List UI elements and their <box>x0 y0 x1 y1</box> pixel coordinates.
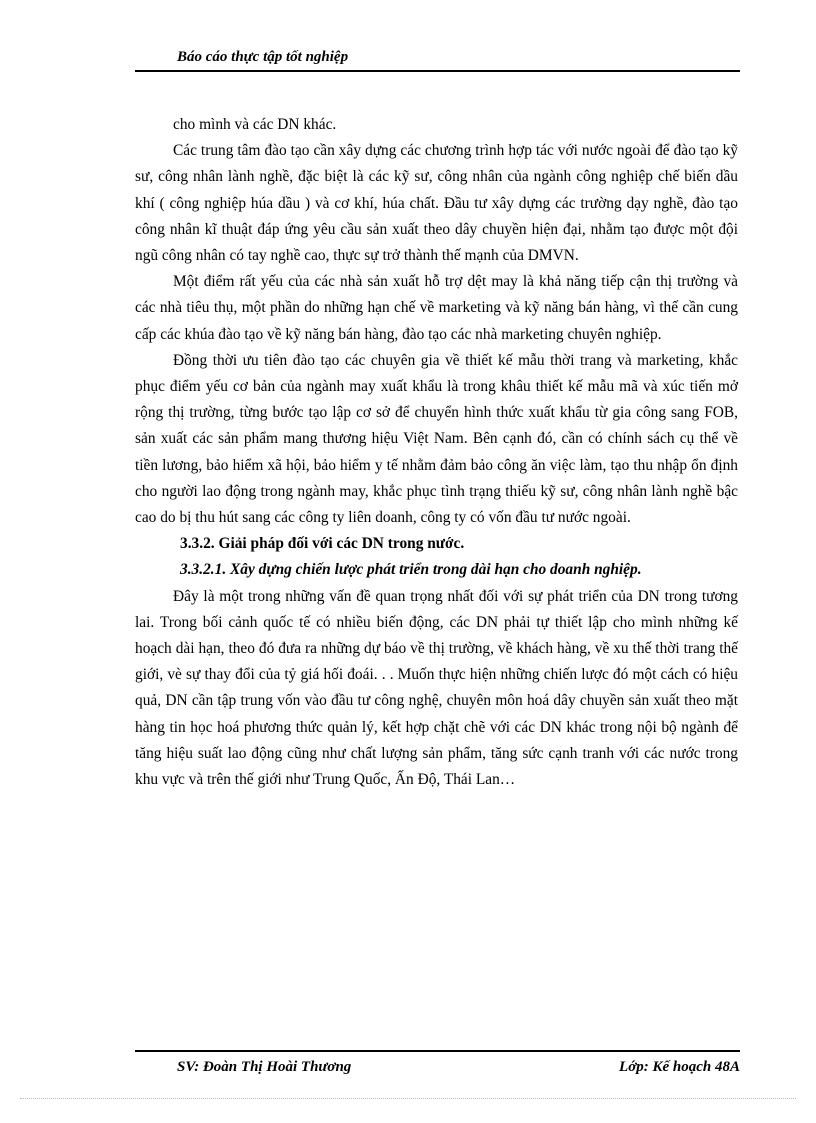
header-title: Báo cáo thực tập tốt nghiệp <box>177 49 349 65</box>
paragraph-4: Đồng thời ưu tiên đào tạo các chuyên gia về thiết kế mẫu thời trang và marketing, khắc phục điểm yếu cơ bản của ngành may xuất khẩu là trong khâu thiết kế mẫu mã và xúc tiến mở rộng thị trường, từng bước tạo lập cơ sở để chuyển hình thức xuất khẩu từ gia công sang FOB, sản xuất các sản phẩm mang thương hiệu Việt Nam. Bên cạnh đó, cần có chính sách cụ thể về tiền lương, bảo hiểm xã hội, bảo hiểm y tế nhằm đảm bảo công ăn việc làm, tạo thu nhập ổn định cho người lao động trong ngành may, khắc phục tình trạng thiếu kỹ sư, công nhân lành nghề bậc cao do bị thu hút sang các công ty liên doanh, công ty có vốn đầu tư nước ngoài. <box>135 351 738 527</box>
page-edge-divider <box>20 1098 796 1099</box>
page-header <box>135 47 740 72</box>
page-footer <box>135 1050 740 1082</box>
footer-class: Lớp: Kế hoạch 48A <box>619 1059 740 1075</box>
footer-student: SV: Đoàn Thị Hoài Thương <box>177 1059 352 1075</box>
document-body <box>135 112 738 793</box>
paragraph-3: Một điểm rất yếu của các nhà sản xuất hỗ trợ dệt may là khả năng tiếp cận thị trường và các nhà tiêu thụ, một phần do những hạn chế về marketing và kỹ năng bán hàng, vì thế cần cung cấp các khúa đào tạo về kỹ năng bán hàng, đào tạo các nhà marketing chuyên nghiệp. <box>135 273 738 343</box>
paragraph-5: Đây là một trong những vấn đề quan trọng nhất đối với sự phát triển của DN trong tương lai. Trong bối cảnh quốc tế có nhiều biến động, các DN phải tự thiết lập cho mình những kế hoạch dài hạn, theo đó đưa ra những dự báo về thị trường, về khách hàng, về xu thế thời trang thế giới, vè sự thay đổi của tỷ giá hối đoái. . . Muốn thực hiện những chiến lược đó một cách có hiệu quả, DN cần tập trung vốn vào đầu tư công nghệ, chuyên môn hoá dây chuyền sản xuất theo mặt hàng tin học hoá phương thức quản lý, kết hợp chặt chẽ với các DN khác trong nội bộ ngành để tăng hiệu suất lao động cũng như chất lượng sản phẩm, tăng sức cạnh tranh với các nước trong khu vực và trên thế giới như Trung Quốc, Ấn Độ, Thái Lan… <box>135 587 738 789</box>
paragraph-1: cho mình và các DN khác. <box>173 116 337 133</box>
subsection-heading-3-3-2-1: 3.3.2.1. Xây dựng chiến lược phát triển trong dài hạn cho doanh nghiệp. <box>180 561 642 579</box>
section-heading-3-3-2: 3.3.2. Giải pháp đối với các DN trong nước. <box>180 535 465 553</box>
paragraph-2: Các trung tâm đào tạo cần xây dựng các chương trình hợp tác với nước ngoài để đào tạo kỹ sư, công nhân lành nghề, đặc biệt là các kỹ sư, công nhân của ngành công nghiệp chế biến dầu khí ( công nghiệp húa dầu ) và cơ khí, húa chất. Đầu tư xây dựng các trường dạy nghề, đào tạo công nhân kĩ thuật đáp ứng yêu cầu sản xuất theo dây chuyền hiện đại, nhằm tạo được một đội ngũ công nhân có tay nghề cao, thực sự trở thành thế mạnh của DMVN. <box>135 142 738 265</box>
